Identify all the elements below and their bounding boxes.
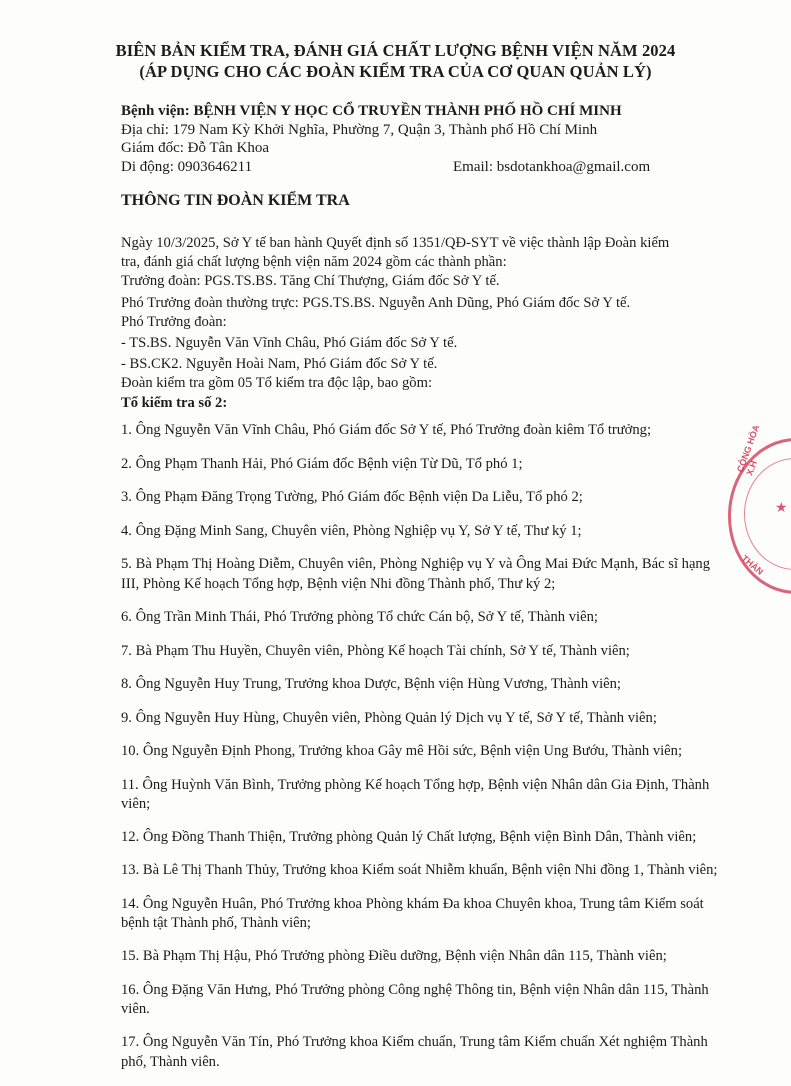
list-item: 12. Ông Đồng Thanh Thiện, Trưởng phòng Quản lý Chất lượng, Bệnh viện Bình Dân, Thành viên; [121, 829, 697, 846]
stamp-star-icon: ★ [775, 501, 788, 516]
hospital-address: Địa chỉ: 179 Nam Kỳ Khởi Nghĩa, Phường 7, Quận 3, Thành phố Hồ Chí Minh [121, 122, 598, 138]
intro-line: Phó Trưởng đoàn thường trực: PGS.TS.BS. Nguyễn Anh Dũng, Phó Giám đốc Sở Y tế. [121, 294, 631, 311]
team-heading: Tổ kiểm tra số 2: [121, 394, 228, 411]
intro-line: tra, đánh giá chất lượng bệnh viện năm 2024 gồm các thành phần: [121, 254, 507, 271]
list-item: 17. Ông Nguyễn Văn Tín, Phó Trưởng khoa Kiểm chuẩn, Trung tâm Kiểm chuẩn Xét nghiệm Thành phố, Thành viên. [121, 1034, 708, 1070]
stamp-text-bottom: THÀN [739, 553, 766, 577]
intro-paragraph [121, 234, 721, 413]
list-item: 5. Bà Phạm Thị Hoàng Diễm, Chuyên viên, Phòng Nghiệp vụ Y và Ông Mai Đức Mạnh, Bác sĩ hạng III, Phòng Kế hoạch Tổng hợp, Bệnh viện Nhi đồng Thành phố, Thư ký 2; [121, 556, 711, 592]
section-title: THÔNG TIN ĐOÀN KIỂM TRA [121, 192, 350, 209]
list-item: 4. Ông Đặng Minh Sang, Chuyên viên, Phòng Nghiệp vụ Y, Sở Y tế, Thư ký 1; [121, 522, 582, 539]
list-item: 3. Ông Phạm Đăng Trọng Tường, Phó Giám đốc Bệnh viện Da Liễu, Tổ phó 2; [121, 489, 583, 506]
hospital-email: Email: bsdotankhoa@gmail.com [453, 159, 651, 175]
list-item: 9. Ông Nguyễn Huy Hùng, Chuyên viên, Phòng Quản lý Dịch vụ Y tế, Sở Y tế, Thành viên; [121, 709, 657, 726]
list-item: 6. Ông Trần Minh Thái, Phó Trưởng phòng Tổ chức Cán bộ, Sở Y tế, Thành viên; [121, 608, 598, 625]
intro-line: Phó Trưởng đoàn: [121, 313, 227, 330]
document-title: BIÊN BẢN KIỂM TRA, ĐÁNH GIÁ CHẤT LƯỢNG BỆNH VIỆN NĂM 2024 [115, 41, 676, 60]
hospital-label: Bệnh viện: [121, 103, 190, 119]
intro-line: Trưởng đoàn: PGS.TS.BS. Tăng Chí Thượng, Giám đốc Sở Y tế. [121, 273, 500, 290]
list-item: 15. Bà Phạm Thị Hậu, Phó Trưởng phòng Điều dưỡng, Bệnh viện Nhân dân 115, Thành viên; [121, 948, 667, 965]
list-item: 13. Bà Lê Thị Thanh Thủy, Trưởng khoa Kiểm soát Nhiễm khuẩn, Bệnh viện Nhi đồng 1, Thành viên; [121, 862, 718, 879]
list-item: 14. Ông Nguyễn Huân, Phó Trưởng khoa Phòng khám Đa khoa Chuyên khoa, Trung tâm Kiểm soát bệnh tật Thành phố, Thành viên; [121, 895, 704, 931]
stamp-text-left: CỘNG HÒA X.H [735, 423, 762, 477]
intro-line: Đoàn kiểm tra gồm 05 Tổ kiểm tra độc lập, bao gồm: [121, 375, 432, 392]
list-item: 7. Bà Phạm Thu Huyền, Chuyên viên, Phòng Kế hoạch Tài chính, Sở Y tế, Thành viên; [121, 642, 630, 659]
list-item: 11. Ông Huỳnh Văn Bình, Trưởng phòng Kế hoạch Tổng hợp, Bệnh viện Nhân dân Gia Định, Thành viên; [121, 776, 710, 812]
list-item: 2. Ông Phạm Thanh Hải, Phó Giám đốc Bệnh viện Từ Dũ, Tổ phó 1; [121, 455, 523, 472]
intro-line: Ngày 10/3/2025, Sở Y tế ban hành Quyết định số 1351/QĐ-SYT về việc thành lập Đoàn kiểm [121, 235, 670, 251]
intro-line: - TS.BS. Nguyễn Văn Vĩnh Châu, Phó Giám đốc Sở Y tế. [121, 335, 458, 352]
intro-line: - BS.CK2. Nguyễn Hoài Nam, Phó Giám đốc Sở Y tế. [121, 356, 438, 373]
document-subtitle: (ÁP DỤNG CHO CÁC ĐOÀN KIỂM TRA CỦA CƠ QUAN QUẢN LÝ) [139, 62, 652, 81]
list-item: 8. Ông Nguyễn Huy Trung, Trưởng khoa Dược, Bệnh viện Hùng Vương, Thành viên; [121, 676, 621, 693]
hospital-name: BỆNH VIỆN Y HỌC CỔ TRUYỀN THÀNH PHỐ HỒ CHÍ MINH [193, 103, 622, 119]
list-item: 16. Ông Đặng Văn Hưng, Phó Trưởng phòng Công nghệ Thông tin, Bệnh viện Nhân dân 115, Thành viên. [121, 981, 709, 1018]
hospital-phone: Di động: 0903646211 [121, 159, 253, 175]
list-item: 1. Ông Nguyễn Văn Vĩnh Châu, Phó Giám đốc Sở Y tế, Phó Trưởng đoàn kiêm Tổ trưởng; [121, 422, 652, 438]
hospital-line [121, 103, 622, 120]
hospital-director: Giám đốc: Đỗ Tân Khoa [121, 140, 270, 156]
member-list [121, 421, 726, 1086]
list-item: 10. Ông Nguyễn Định Phong, Trưởng khoa Gây mê Hồi sức, Bệnh viện Ung Bướu, Thành viên; [121, 743, 682, 760]
